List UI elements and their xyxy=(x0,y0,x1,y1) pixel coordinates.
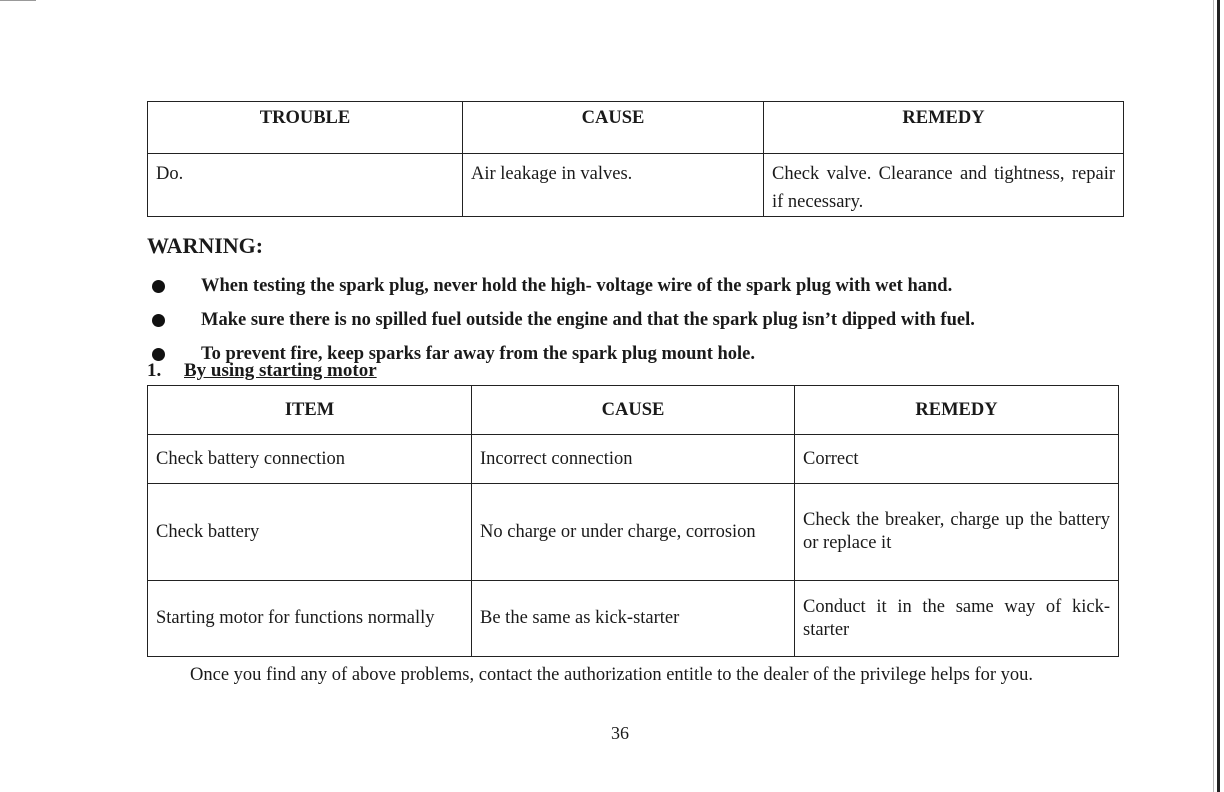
section-heading xyxy=(147,360,377,382)
warning-text: Make sure there is no spilled fuel outside the engine and that the spark plug isn’t dipped with fuel. xyxy=(201,309,975,330)
bullet-icon xyxy=(152,314,165,327)
footer-paragraph: Once you find any of above problems, contact the authorization entitle to the dealer of the privilege helps for you. xyxy=(190,665,1034,685)
cell-remedy: Correct xyxy=(795,435,1119,484)
table-header-row xyxy=(148,386,1119,435)
cell-remedy: Check the breaker, charge up the battery or replace it xyxy=(795,484,1119,581)
cell-cause: Be the same as kick-starter xyxy=(472,581,795,657)
scan-edge-top xyxy=(0,0,36,1)
cell-cause: Air leakage in valves. xyxy=(463,154,764,217)
page-number: 36 xyxy=(611,723,629,743)
cell-cause: No charge or under charge, corrosion xyxy=(472,484,795,581)
table-header-row xyxy=(148,102,1124,154)
warning-list xyxy=(152,269,975,371)
cell-item: Check battery connection xyxy=(148,435,472,484)
trouble-table xyxy=(147,101,1124,217)
scan-edge-right-faint xyxy=(1213,0,1214,792)
section-number: 1. xyxy=(147,360,162,381)
bullet-icon xyxy=(152,348,165,361)
scan-edge-right xyxy=(1217,0,1220,792)
cell-cause: Incorrect connection xyxy=(472,435,795,484)
cell-item: Starting motor for functions normally xyxy=(148,581,472,657)
cell-item: Check battery xyxy=(148,484,472,581)
table-row xyxy=(148,435,1119,484)
list-item xyxy=(152,303,975,337)
bullet-icon xyxy=(152,280,165,293)
warning-text: When testing the spark plug, never hold the high- voltage wire of the spark plug with wet hand. xyxy=(201,275,953,296)
table-row xyxy=(148,581,1119,657)
warning-text: To prevent fire, keep sparks far away from the spark plug mount hole. xyxy=(201,343,756,364)
header-item: ITEM xyxy=(148,386,472,435)
section-title: By using starting motor xyxy=(184,360,377,381)
header-cause: CAUSE xyxy=(463,102,764,154)
header-remedy: REMEDY xyxy=(764,102,1124,154)
cell-trouble: Do. xyxy=(148,154,463,217)
header-remedy: REMEDY xyxy=(795,386,1119,435)
list-item xyxy=(152,269,975,303)
starting-motor-table xyxy=(147,385,1119,657)
warning-title: WARNING: xyxy=(147,233,264,258)
table-row xyxy=(148,484,1119,581)
cell-remedy: Conduct it in the same way of kick-starter xyxy=(795,581,1119,657)
header-trouble: TROUBLE xyxy=(148,102,463,154)
header-cause: CAUSE xyxy=(472,386,795,435)
table-row xyxy=(148,154,1124,217)
cell-remedy: Check valve. Clearance and tightness, repair if necessary. xyxy=(764,154,1124,217)
